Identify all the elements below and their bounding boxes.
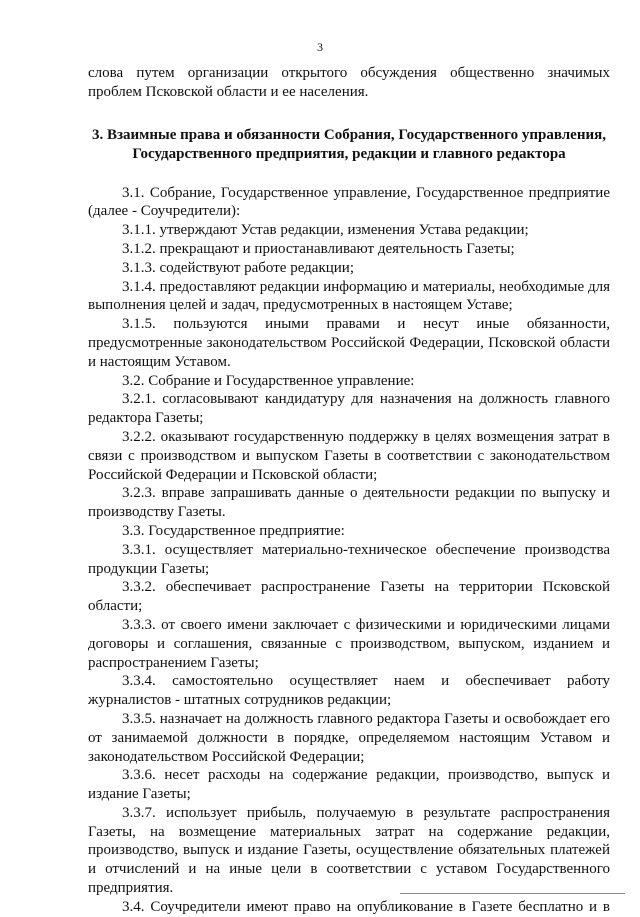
clause-3-2-2: 3.2.2. оказывают государственную поддержку в целях возмещения затрат в связи с производством и выпуском Газеты в соответствии с законодательством Российской Федерации и Псковской области; — [88, 428, 610, 483]
clause-3-3-7: 3.3.7. использует прибыль, получаемую в результате распространения Газеты, на возмещение материальных затрат на содержание редакции, производство, выпуск и издание Газеты, осуществление обязательных платежей и отчислений и на иные цели в соответствии с уставом Государственного предприятия. — [88, 804, 610, 897]
clause-3-4: 3.4. Соучредители имеют право на опубликование в Газете бесплатно и в — [122, 898, 610, 915]
clause-3-1-4: 3.1.4. предоставляют редакции информацию и материалы, необходимые для выполнения целей и задач, предусмотренных в настоящем Уставе; — [88, 278, 610, 314]
page-number: 3 — [317, 40, 323, 54]
page-bottom-rule — [400, 893, 625, 894]
clause-3-3-2: 3.3.2. обеспечивает распространение Газеты на территории Псковской области; — [88, 579, 610, 615]
clause-3-1: 3.1. Собрание, Государственное управление, Государственное предприятие (далее - Соучредители): — [88, 184, 610, 220]
section-heading — [88, 126, 610, 164]
clause-3-3-1: 3.3.1. осуществляет материально-техническое обеспечение производства продукции Газеты; — [88, 541, 610, 577]
document-body — [88, 64, 610, 917]
clause-3-1-1: 3.1.1. утверждают Устав редакции, изменения Устава редакции; — [122, 222, 529, 239]
section-heading-line-1: 3. Взаимные права и обязанности Собрания, Государственного управления, — [92, 126, 606, 143]
clause-3-3-3: 3.3.3. от своего имени заключает с физическими и юридическими лицами договоры и соглашения, связанные с производством, выпуском, изданием и распространением Газеты; — [88, 616, 610, 671]
clause-3-3-4: 3.3.4. самостоятельно осуществляет наем и обеспечивает работу журналистов - штатных сотрудников редакции; — [88, 673, 610, 709]
clause-3-1-5: 3.1.5. пользуются иными правами и несут иные обязанности, предусмотренные законодательством Российской Федерации, Псковской области и настоящим Уставом. — [88, 316, 610, 370]
clause-3-2-3: 3.2.3. вправе запрашивать данные о деятельности редакции по выпуску и производству Газеты. — [88, 485, 610, 521]
clause-3-3-5: 3.3.5. назначает на должность главного редактора Газеты и освобождает его от занимаемой должности в порядке, определяемом настоящим Уставом и законодательством Российской Федерации; — [88, 710, 610, 765]
clause-3-3-6: 3.3.6. несет расходы на содержание редакции, производство, выпуск и издание Газеты; — [88, 767, 610, 803]
clause-3-2: 3.2. Собрание и Государственное управление: — [122, 372, 415, 389]
clause-3-1-3: 3.1.3. содействуют работе редакции; — [122, 259, 354, 276]
clause-3-2-1: 3.2.1. согласовывают кандидатуру для назначения на должность главного редактора Газеты; — [88, 391, 610, 427]
clause-3-3: 3.3. Государственное предприятие: — [122, 522, 345, 539]
continuation-paragraph: слова путем организации открытого обсуждения общественно значимых проблем Псковской области и ее населения. — [88, 65, 610, 100]
clause-3-1-2: 3.1.2. прекращают и приостанавливают деятельность Газеты; — [122, 240, 515, 257]
section-heading-line-2: Государственного предприятия, редакции и главного редактора — [132, 145, 566, 162]
